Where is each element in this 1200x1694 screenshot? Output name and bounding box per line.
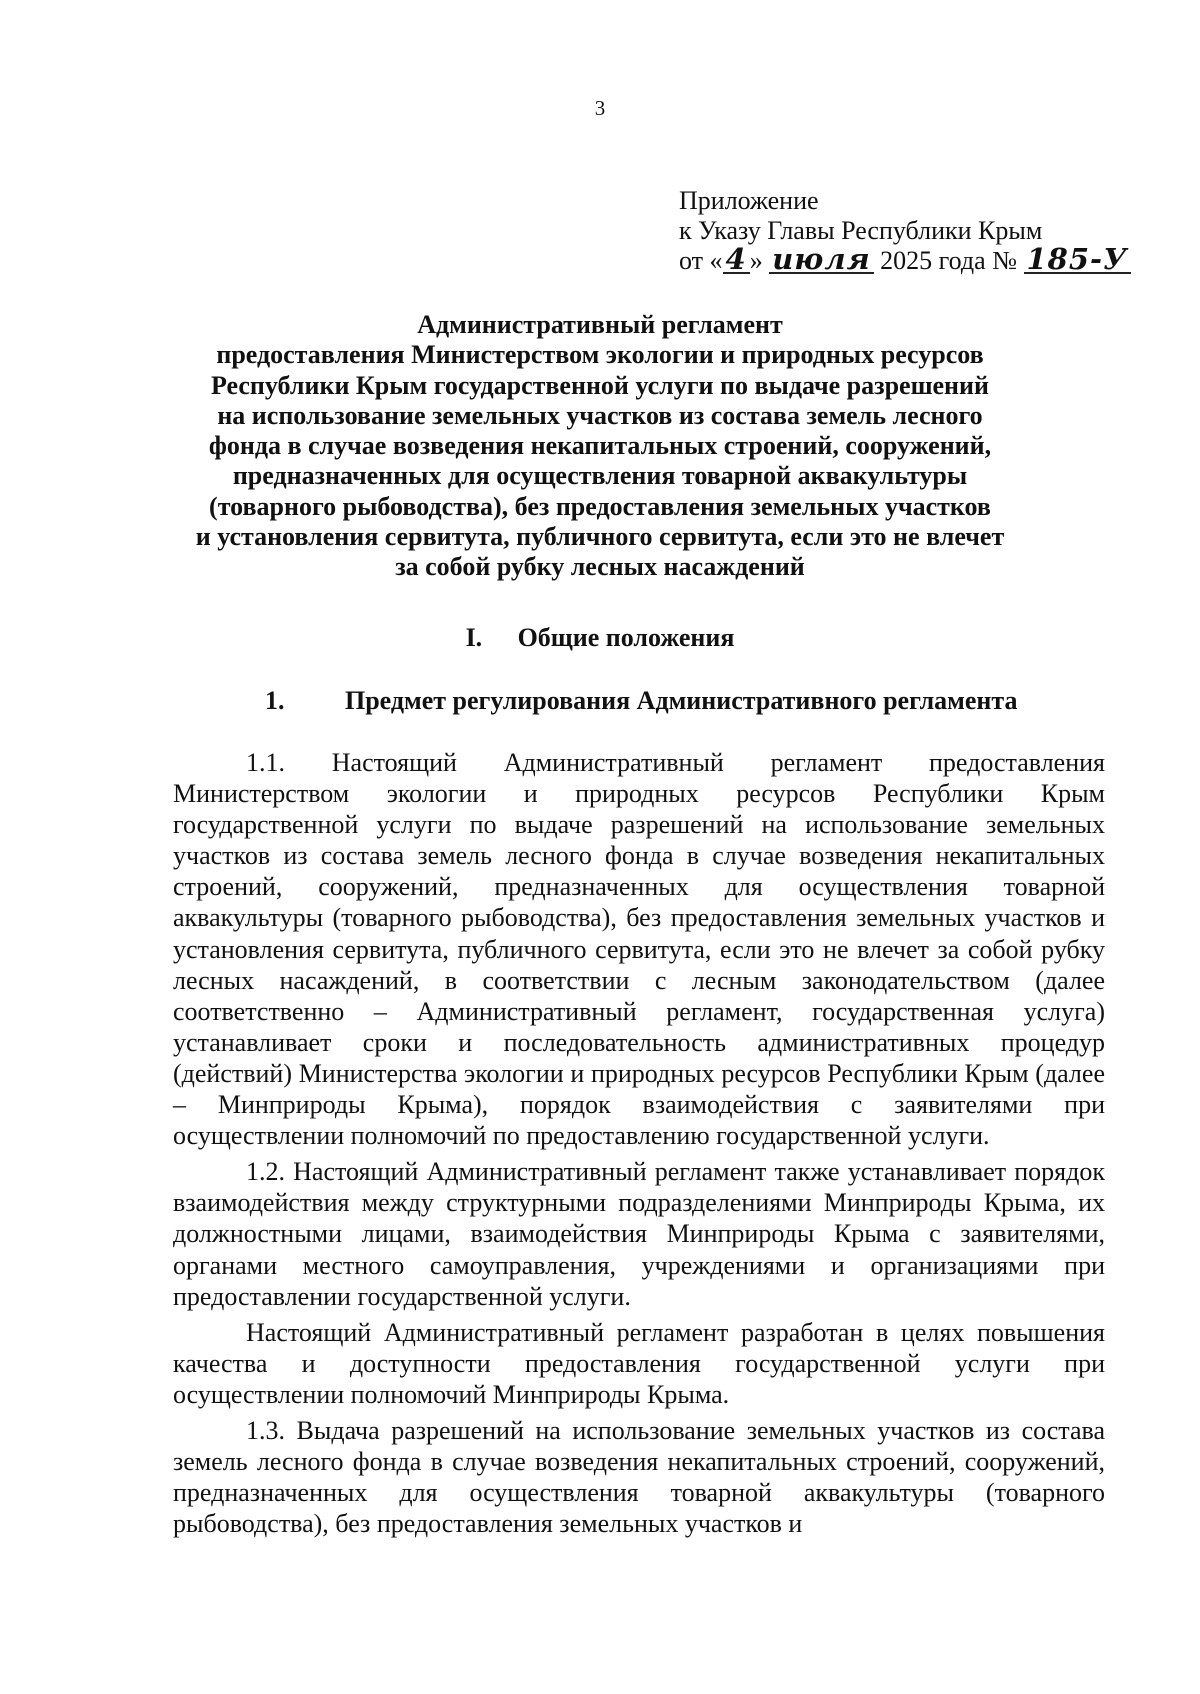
document-title <box>140 310 1060 583</box>
appendix-block <box>679 186 1131 276</box>
appendix-date-line <box>679 242 1131 276</box>
handwritten-day: 4 <box>723 246 750 274</box>
title-line: за собой рубку лесных насаждений <box>395 552 805 582</box>
paragraph: 1.1. Настоящий Административный регламент предоставления Министерством экологии и природных ресурсов Республики Крым государственной услуги по выдаче разрешений на использование земельных участков из состава земель лесного фонда в случае возведения некапитальных строений, сооружений, предназначенных для осуществления товарной аквакультуры (товарного рыбоводства), без предоставления земельных участков и установления сервитута, публичного сервитута, если это не влечет за собой рубку лесных насаждений, в соответствии с лесным законодательством (далее соответственно – Административный регламент, государственная услуга) устанавливает сроки и последовательность административных процедур (действий) Министерства экологии и природных ресурсов Республики Крым (далее – Минприроды Крыма), порядок взаимодействия с заявителями при осуществлении полномочий по предоставлению государственной услуги. <box>173 748 1105 1151</box>
handwritten-number: 185-У <box>1024 246 1131 274</box>
subsection-number: 1. <box>265 686 285 715</box>
subsection-heading <box>265 686 1017 716</box>
subsection-title: Предмет регулирования Административного регламента <box>345 686 1018 715</box>
appendix-label: Приложение <box>679 186 819 215</box>
title-line: на использование земельных участков из состава земель лесного <box>217 400 983 430</box>
handwritten-month: июля <box>769 246 873 274</box>
paragraph: 1.3. Выдача разрешений на использование земельных участков из состава земель лесного фонда в случае возведения некапитальных строений, сооружений, предназначенных для осуществления товарной аквакультуры (товарного рыбоводства), без предоставления земельных участков и <box>173 1415 1105 1539</box>
paragraph: Настоящий Административный регламент разработан в целях повышения качества и доступности предоставления государственной услуги при осуществлении полномочий Минприроды Крыма. <box>173 1317 1105 1409</box>
body-text <box>173 747 1105 1544</box>
title-line: и установления сервитута, публичного сервитута, если это не влечет <box>195 522 1005 552</box>
title-line: Административный регламент <box>417 310 783 339</box>
appendix-reference: к Указу Главы Республики Крым <box>679 216 1043 245</box>
date-prefix: от « <box>679 246 723 275</box>
title-line: фонда в случае возведения некапитальных строений, сооружений, <box>208 431 992 461</box>
date-year: 2025 года № <box>880 246 1017 275</box>
date-mid: » <box>749 246 763 275</box>
page-number: 3 <box>594 96 606 120</box>
title-line: предоставления Министерством экологии и природных ресурсов <box>216 340 984 370</box>
title-line: предназначенных для осуществления товарной аквакультуры <box>232 461 968 491</box>
section-title: Общие положения <box>517 623 735 652</box>
section-number: I. <box>465 623 483 652</box>
paragraph: 1.2. Настоящий Административный регламент также устанавливает порядок взаимодействия между структурными подразделениями Минприроды Крыма, их должностными лицами, взаимодействия Минприроды Крыма с заявителями, органами местного самоуправления, учреждениями и организациями при предоставлении государственной услуги. <box>173 1157 1105 1311</box>
title-line: Республики Крым государственной услуги по выдаче разрешений <box>210 370 990 400</box>
title-line: (товарного рыбоводства), без предоставления земельных участков <box>209 491 991 521</box>
section-heading <box>0 623 1200 653</box>
